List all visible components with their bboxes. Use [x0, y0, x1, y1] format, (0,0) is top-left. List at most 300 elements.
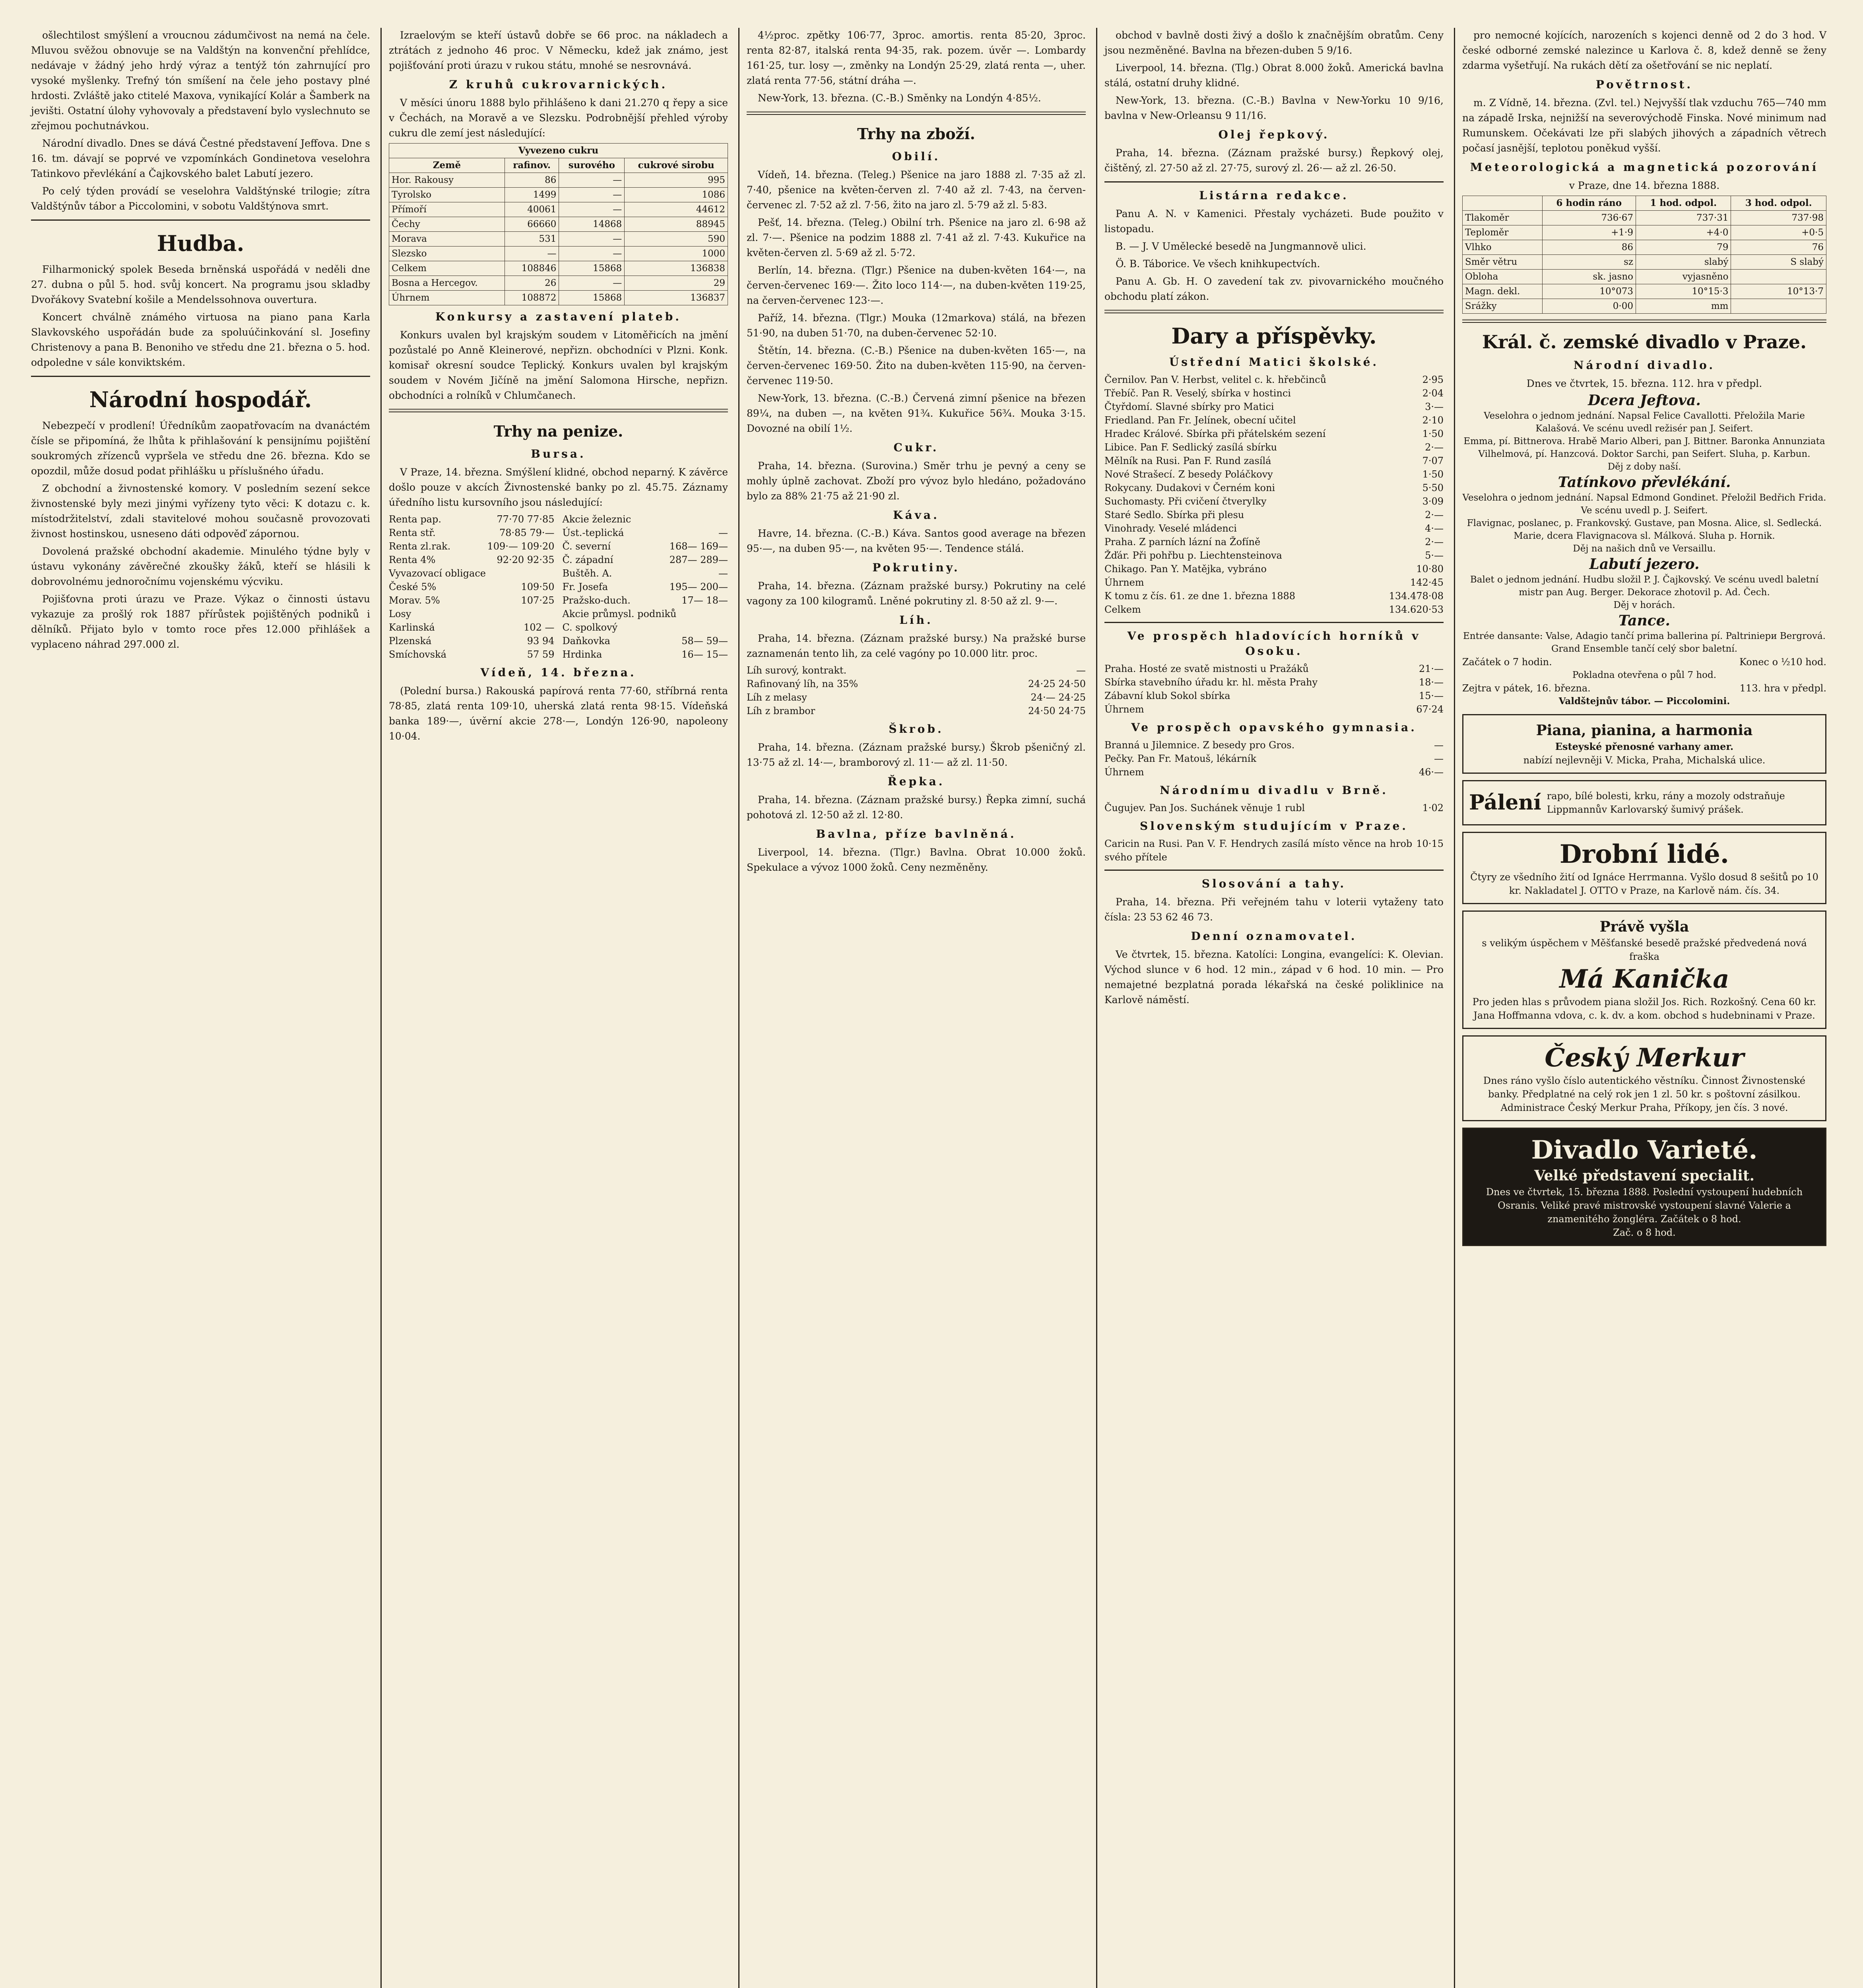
- play-title: Dcera Jeftova.: [1588, 392, 1701, 409]
- quote-value: 109·50: [521, 581, 555, 592]
- donation-label: Rokycany. Dudakovi v Černém koni: [1104, 482, 1275, 493]
- donation-amount: 3·09: [1422, 496, 1444, 507]
- donation-row: [1104, 400, 1444, 414]
- quote-value: 17— 18—: [681, 595, 728, 606]
- donation-amount: 10·15: [1416, 838, 1444, 849]
- section-title-trhy-zbozi: Trhy na zboží.: [857, 125, 975, 143]
- quotes-list-right: [563, 513, 728, 661]
- table-cell: 40061: [505, 202, 559, 217]
- play-description: Veselohra o jednom jednání. Napsal Edmond Gondinet. Přeložil Bedřich Frida. Ve scénu uvedl p. J. Seifert.: [1462, 493, 1826, 516]
- table-row: [1463, 299, 1826, 314]
- donation-amount: 2·04: [1422, 388, 1444, 399]
- hudba-item: Filharmonický spolek Beseda brněnská uspořádá v neděli dne 27. dubna o půl 5. hod. svůj koncert. Na programu jsou skladby Dvořákovy Svatební košile a Mendelssohnova ouvertura.: [31, 264, 370, 305]
- quote-value: 107·25: [521, 595, 555, 606]
- donation-label: Zábavní klub Sokol sbírka: [1104, 690, 1230, 701]
- table-cell: Směr větru: [1463, 255, 1543, 270]
- table-cell: 136837: [625, 291, 728, 305]
- table-cell: 737·31: [1636, 211, 1731, 225]
- quote-row: [747, 704, 1086, 718]
- table-cell: —: [559, 276, 625, 291]
- listarna-heading: Listárna redakce.: [1199, 189, 1349, 202]
- table-cell: 108872: [505, 291, 559, 305]
- sugar-export-table: [389, 143, 728, 305]
- lih-text: Praha, 14. března. (Záznam pražské bursy.) Na pražské burse zaznamenán tento lih, za celé vagóny po 10.000 litr. proc.: [747, 633, 1086, 659]
- quote-value: 57 59: [527, 649, 555, 660]
- table-row: [389, 202, 728, 217]
- quote-label: Karlinská: [389, 622, 435, 633]
- donation-amount: 15·—: [1419, 690, 1444, 701]
- konkurs-text: Konkurs uvalen byl krajským soudem v Litoměřicích na jmění pozůstalé po Anně Kleinerové, nepřizn. obchodníci v Plzni. Konk. komisař okresní soudce Teplický. Konkurs uvalen byl krajským soudem v Novém Jičíně na jmění Salomona Hirsche, nepřizn. obchodníci a rolníků v Chlumčanech.: [389, 329, 728, 401]
- quote-value: 195— 200—: [669, 581, 728, 592]
- donation-row: [1104, 689, 1444, 703]
- section-title-trhy-penize: Trhy na penize.: [493, 422, 623, 440]
- table-cell: Úhrnem: [389, 291, 505, 305]
- kava-text: Havre, 14. března. (C.-B.) Káva. Santos good average na březen 95·—, na duben 95·—, na květen 95·—. Tendence stálá.: [747, 528, 1086, 554]
- quote-label: Líh z brambor: [747, 705, 815, 716]
- table-cell: 995: [625, 173, 728, 188]
- ad-variete: [1462, 1128, 1826, 1246]
- lih-heading: Líh.: [899, 613, 933, 627]
- quote-row: [563, 513, 728, 526]
- hudba-item: Koncert chválně známého virtuosa na piano pana Karla Slavkovského uspořádán bude za spoluúčinkování sl. Josefiny Christenovy a pana B. Benoniho ve středu dne 21. března o 5. hod. odpoledne v sále konviktském.: [31, 311, 370, 368]
- table-cell: 1499: [505, 188, 559, 202]
- bursa-text: V Praze, 14. března. Smýšlení klidné, obchod neparný. K závěrce došlo pouze v akcích Živnostenské banky po zl. 45.75. Záznamy úředního listu kursovního jsou následující:: [389, 466, 728, 508]
- donation-amount: 2·95: [1422, 374, 1444, 385]
- table-cell: Slezsko: [389, 247, 505, 261]
- donation-amount: 142·45: [1410, 577, 1444, 588]
- table-cell: 88945: [625, 217, 728, 232]
- divider: [1104, 622, 1444, 623]
- donation-label: Pečky. Pan Fr. Matouš, lékárník: [1104, 753, 1256, 764]
- ad-text: rapo, bílé bolesti, krku, rány a mozoly odstraňuje Lippmannův Karlovarský šumivý prášek.: [1547, 790, 1785, 815]
- quote-label: Losy: [389, 608, 411, 619]
- quote-label: Rafinovaný líh, na 35%: [747, 678, 858, 689]
- quote-value: 24·50 24·75: [1028, 705, 1086, 716]
- donation-amount: —: [1434, 753, 1444, 764]
- donation-amount: 1·50: [1422, 469, 1444, 480]
- donation-amount: 134.478·08: [1389, 590, 1444, 602]
- donation-row: [1104, 386, 1444, 400]
- table-cell: 0·00: [1542, 299, 1636, 314]
- quote-row: [747, 677, 1086, 691]
- quote-row: [563, 580, 728, 594]
- quote-value: 78·85 79·—: [499, 527, 555, 538]
- donation-amount: 21·—: [1419, 663, 1444, 674]
- ad-pianos: [1462, 714, 1826, 774]
- quote-label: Pražsko-duch.: [562, 595, 631, 606]
- donation-amount: —: [1434, 740, 1444, 751]
- listarna-item: Panu A. N. v Kamenici. Přestaly vycházeti. Bude použito v listopadu.: [1104, 208, 1444, 235]
- table-cell: Tlakoměr: [1463, 211, 1543, 225]
- table-cell: 531: [505, 232, 559, 247]
- quote-row: [389, 540, 555, 553]
- donation-label: K tomu z čís. 61. ze dne 1. března 1888: [1104, 590, 1296, 602]
- ad-title: Český Merkur: [1545, 1043, 1744, 1073]
- play-title: Labutí jezero.: [1589, 556, 1700, 573]
- section-title-dary: Dary a příspěvky.: [1171, 323, 1377, 349]
- donation-row: [1104, 662, 1444, 676]
- table-cell: sk. jasno: [1542, 270, 1636, 284]
- table-header: rafinov.: [505, 158, 559, 173]
- donation-row: [1104, 454, 1444, 468]
- donation-row: [1104, 535, 1444, 549]
- quote-value: —: [718, 568, 728, 579]
- donation-row: [1104, 522, 1444, 535]
- obili-heading: Obilí.: [892, 150, 941, 163]
- performance-date: Dnes ve čtvrtek, 15. března. 112. hra v předpl.: [1526, 378, 1762, 389]
- quote-value: 168— 169—: [669, 541, 728, 552]
- table-row: [1463, 211, 1826, 225]
- table-header: Země: [389, 158, 505, 173]
- table-cell: 44612: [625, 202, 728, 217]
- listarna-item: Ö. B. Táborice. Ve všech knihkupectvích.: [1116, 258, 1320, 270]
- ad-text: Čtyry ze všedního žití od Ignáce Herrmanna. Vyšlo dosud 8 sešitů po 10 kr. Nakladatel J. OTTO v Praze, na Karlově nám. čís. 34.: [1470, 872, 1818, 896]
- quote-label: Vyvazovací obligace: [389, 568, 486, 579]
- donation-amount: 2·—: [1425, 509, 1444, 520]
- hospodar-item: Pojišťovna proti úrazu ve Praze. Výkaz o činnosti ústavu vykazuje za prošlý rok 1887 přírůstek pojištěných podniků i dělníků. Přijato bylo v tomto roce přes 12.000 přihlášek a vyplaceno náhrad 297.000 zl.: [31, 593, 370, 650]
- donation-row: [1104, 576, 1444, 589]
- gymnasium-heading: Ve prospěch opavského gymnasia.: [1131, 721, 1417, 734]
- donation-label: Čtyřdomí. Slavné sbírky pro Matici: [1104, 401, 1274, 412]
- povetrnost-heading: Povětrnost.: [1595, 78, 1693, 91]
- table-cell: [1731, 270, 1826, 284]
- ad-title: Pálení: [1469, 790, 1541, 815]
- quote-label: Akcie železnic: [562, 514, 631, 525]
- donation-label: Žďár. Při pohřbu p. Liechtensteinova: [1104, 550, 1282, 561]
- obili-item: Berlín, 14. března. (Tlgr.) Pšenice na duben-květen 164·—, na červen-červenec 169·—. Žito loco 114·—, na duben-květen 119·25, na červen-červenec 123·—.: [747, 264, 1086, 306]
- quote-row: [389, 553, 555, 567]
- lih-price-list: [747, 664, 1086, 718]
- listarna-item: B. — J. V Umělecké besedě na Jungmannově ulici.: [1116, 241, 1366, 252]
- bursa-heading: Bursa.: [531, 447, 586, 460]
- cotton-text: obchod v bavlně dosti živý a došlo k značnějším obratům. Ceny jsou nezměněné. Bavlna na březen-duben 5 9/16.: [1104, 29, 1444, 56]
- obili-item: Pešť, 14. března. (Teleg.) Obilní trh. Pšenice na jaro zl. 6·98 až zl. 7·—. Pšenice na podzim 1888 zl. 7·41 až zl. 7·43. Kukuřice na květen-červen zl. 5·69 až zl. 5·72.: [747, 217, 1086, 258]
- donation-amount: 1·02: [1422, 802, 1444, 813]
- table-header-row: [1463, 196, 1826, 211]
- table-row: [1463, 225, 1826, 240]
- viden-heading: Vídeň, 14. března.: [480, 666, 637, 679]
- tomorrow-number: 113. hra v předpl.: [1739, 683, 1826, 694]
- donation-label: Staré Sedlo. Sbírka při plesu: [1104, 509, 1244, 520]
- quote-row: [563, 526, 728, 540]
- table-cell: Srážky: [1463, 299, 1543, 314]
- donation-label: Černilov. Pan V. Herbst, velitel c. k. hřebčinců: [1104, 374, 1327, 385]
- table-cell: S slabý: [1731, 255, 1826, 270]
- pokrutiny-heading: Pokrutiny.: [872, 561, 960, 574]
- quote-value: —: [1076, 665, 1086, 676]
- quote-label: Smíchovská: [389, 649, 446, 660]
- table-cell: vyjasněno: [1636, 270, 1731, 284]
- cukr-heading: Z kruhů cukrovarnických.: [449, 78, 668, 91]
- table-cell: —: [559, 202, 625, 217]
- cukr-text: Praha, 14. března. (Surovina.) Směr trhu je pevný a ceny se mohly úplně zachovat. Zboží pro vývoz bylo hledáno, požadováno bylo za 88% 21·75 až 21·90 zl.: [747, 460, 1086, 502]
- ad-paleni: [1462, 780, 1826, 825]
- quote-value: 109·— 109·20: [487, 541, 555, 552]
- quote-label: České 5%: [389, 581, 437, 592]
- oznamovatel-text: Ve čtvrtek, 15. března. Katolíci: Longina, evangelíci: K. Olevian. Východ slunce v 6 hod. 12 min., západ v 6 hod. 10 min. — Pro nemajetné bezplatná porada lékařská na české poliklinice na Karlově náměstí.: [1104, 949, 1444, 1006]
- newyork-cotton: New-York, 13. března. (C.-B.) Bavlna v New-Yorku 10 9/16, bavlna v New-Orleansu 9 11/16.: [1104, 95, 1444, 121]
- quote-value: 16— 15—: [681, 649, 728, 660]
- quote-value: 24·— 24·25: [1030, 692, 1086, 703]
- quote-value: —: [718, 527, 728, 538]
- table-cell: 86: [505, 173, 559, 188]
- showtime: [1462, 655, 1826, 669]
- donation-amount: 2·10: [1422, 415, 1444, 426]
- meteo-table: [1462, 196, 1826, 314]
- table-row: [1463, 240, 1826, 255]
- quote-label: Líh surový, kontrakt.: [747, 665, 847, 676]
- table-cell: mm: [1636, 299, 1731, 314]
- listarna-item: Panu A. Gb. H. O zavedení tak zv. pivovarnického moučného obchodu platí zákon.: [1104, 276, 1444, 302]
- losovani-heading: Slosování a tahy.: [1201, 877, 1347, 890]
- donation-amount: 10·80: [1416, 563, 1444, 575]
- theatre-note: Národní divadlo. Dnes se dává Čestné představení Jeffova. Dne s 16. tm. dávají se poprvé ve vzpomínkách Gondinetova veselohra Tatinkovo převlékání a Čajkovského balet Labutí jezero.: [31, 138, 370, 179]
- hospodar-item: Z obchodní a živnostenské komory. V posledním sezení sekce živnostenské byly mezi jinými vyřízeny tyto věci: K dotazu c. k. místodržitelství, zdali stavitelové mohou současně provozovati živnost hostinskou, usneseno dáti odpověď zápornou.: [31, 483, 370, 540]
- repka-text: Praha, 14. března. (Záznam pražské bursy.) Řepka zimní, suchá pohotová zl. 12·50 až zl. 12·80.: [747, 794, 1086, 821]
- table-row: [389, 276, 728, 291]
- table-cell: slabý: [1636, 255, 1731, 270]
- quote-label: Č. severní: [562, 541, 611, 552]
- donation-list: [1104, 662, 1444, 716]
- table-body: [389, 173, 728, 305]
- table-header: 1 hod. odpol.: [1636, 196, 1731, 211]
- quote-row: [563, 648, 728, 661]
- table-cell: —: [505, 247, 559, 261]
- quote-row: [389, 594, 555, 607]
- table-cell: Bosna a Hercegov.: [389, 276, 505, 291]
- quote-value: 24·25 24·50: [1028, 678, 1086, 689]
- table-cell: 737·98: [1731, 211, 1826, 225]
- quote-row: [563, 607, 728, 621]
- table-cell: Celkem: [389, 261, 505, 276]
- quote-value: 77·70 77·85: [497, 514, 555, 525]
- donation-label: Libice. Pan F. Sedlický zasílá sbírku: [1104, 442, 1277, 453]
- donation-list: [1104, 837, 1444, 864]
- donation-amount: 2·—: [1425, 442, 1444, 453]
- liverpool-text: Liverpool, 14. března. (Tlg.) Obrat 8.000 žoků. Americká bavlna stálá, ostatní druhy klidné.: [1104, 62, 1444, 89]
- table-cell: —: [559, 247, 625, 261]
- table-cell: —: [559, 188, 625, 202]
- quote-value: 102 —: [524, 622, 555, 633]
- donation-amount: 7·07: [1422, 455, 1444, 466]
- column-5: [1455, 28, 1837, 1988]
- obili-item: Paříž, 14. března. (Tlgr.) Mouka (12markova) stálá, na březen 51·90, na duben 51·70, na duben-červenec 52·10.: [747, 312, 1086, 339]
- table-row: [1463, 284, 1826, 299]
- quote-row: [563, 634, 728, 648]
- konkurs-heading: Konkursy a zastavení plateb.: [435, 310, 682, 323]
- quote-value: 92·20 92·35: [497, 554, 555, 565]
- bavlna-heading: Bavlna, příze bavlněná.: [816, 827, 1017, 841]
- table-cell: 1000: [625, 247, 728, 261]
- donation-label: Sbírka stavebního úřadu kr. hl. města Prahy: [1104, 677, 1318, 688]
- ad-text: Pro jeden hlas s průvodem piana složil Jos. Rich. Rozkošný. Cena 60 kr. Jana Hoffmanna vdova, c. k. dv. a kom. obchod s hudebninami v Praze.: [1472, 996, 1816, 1021]
- ad-title: Divadlo Varieté.: [1531, 1135, 1758, 1165]
- table-cell: [1731, 299, 1826, 314]
- divider: [1104, 870, 1444, 871]
- table-row: [389, 291, 728, 305]
- donation-label: Úhrnem: [1104, 704, 1144, 715]
- obili-item: Vídeň, 14. března. (Teleg.) Pšenice na jaro 1888 zl. 7·35 až zl. 7·40, pšenice na květen-červen zl. 7·40 až zl. 7·43, na červen-červenec zl. 7·52 až zl. 7·56, žito na jaro zl. 5·79 až zl. 5·83.: [747, 169, 1086, 211]
- quote-label: Hrdinka: [562, 649, 602, 660]
- table-cell: Morava: [389, 232, 505, 247]
- divider: [747, 111, 1086, 115]
- ad-cesky-merkur: [1462, 1035, 1826, 1121]
- section-title-hospodar: Národní hospodář.: [89, 387, 312, 412]
- quote-label: Renta stř.: [389, 527, 436, 538]
- quotes-list-left: [389, 513, 555, 661]
- table-header: surového: [559, 158, 625, 173]
- donation-row: [1104, 373, 1444, 386]
- donation-label: Chikago. Pan Y. Matějka, vybráno: [1104, 563, 1267, 575]
- donation-label: Suchomasty. Při cvičení čtverylky: [1104, 496, 1267, 507]
- divider: [389, 409, 728, 412]
- donation-label: Friedland. Pan Fr. Jelínek, obecní učitel: [1104, 415, 1296, 426]
- table-cell: Obloha: [1463, 270, 1543, 284]
- donation-amount: 3·—: [1425, 401, 1444, 412]
- olej-text: Praha, 14. března. (Záznam pražské bursy.) Řepkový olej, čištěný, zl. 27·50 až zl. 27·75, surový zl. 26·— až zl. 26·50.: [1104, 147, 1444, 174]
- ad-title: Drobní lidé.: [1559, 839, 1729, 869]
- quote-row: [389, 634, 555, 648]
- theatre-review-text: ošlechtilost smýšlení a vroucnou zádumčivost na nemá na čele. Mluvou svěžou obnovuje se na Valdštýn na konvenční přehlídce, nedávaje v žádný jeho hrdý výraz a tentýž tón zahrnující pro vysoké myšlenky. Trefný tón smíšení na čele jeho postavy plné hrdosti. Zvláště jako ctitelé Maxova, vynikající Kolár a Šamberk na jevišti. Ostatní úlohy vyhovovaly a představení bylo vyslechnuto se zřejmou pochutnávkou.: [31, 29, 370, 132]
- donation-row: [1104, 441, 1444, 454]
- table-cell: Teploměr: [1463, 225, 1543, 240]
- donation-row: [1104, 508, 1444, 522]
- table-cell: —: [559, 173, 625, 188]
- table-body: [1463, 211, 1826, 314]
- quote-row: [389, 526, 555, 540]
- play-cast: Emma, pí. Bittnerova. Hrabě Mario Alberi, pan J. Bittner. Baronka Annunziata Vilhelmová, pí. Hanzcová. Doktor Sarchi, pan Seifert. Sluha, p. Karbun.: [1463, 436, 1825, 459]
- divider: [1462, 319, 1826, 323]
- quote-row: [389, 607, 555, 621]
- donation-row: [1104, 549, 1444, 562]
- start-time: Začátek o 7 hodin.: [1462, 656, 1552, 668]
- table-row: [389, 217, 728, 232]
- quote-label: Líh z melasy: [747, 692, 807, 703]
- donation-amount: 46·—: [1419, 767, 1444, 778]
- quote-value: 58— 59—: [681, 635, 728, 646]
- clinic-text: pro nemocné kojících, narozeních s kojenci denně od 2 do 3 hod. V české odborné zemské nalezince u Karlova č. 8, kdež denně se ženy zdarma vyšetřují. Na rukách dětí za ošetřování se nic neplatí.: [1462, 29, 1826, 71]
- table-cell: Magn. dekl.: [1463, 284, 1543, 299]
- povetrnost-text: m. Z Vídně, 14. března. (Zvl. tel.) Nejvyšší tlak vzduchu 765—740 mm na západě Irska, nejnižší na severovýchodě Finska. Nové minimum nad Rumunskem. Očekávati lze při slabých jihových a západních větrech počasí jasnější, teplotou poněkud vyšší.: [1462, 97, 1826, 154]
- quote-row: [747, 691, 1086, 704]
- table-cell: Vlhko: [1463, 240, 1543, 255]
- donation-amount: 134.620·53: [1389, 604, 1444, 615]
- donation-amount: 5·—: [1425, 550, 1444, 561]
- ad-text: Dnes ráno vyšlo číslo autentického věstníku. Činnost Živnostenské banky. Předplatné na celý rok jen 1 zl. 50 kr. s poštovní zásilkou. Administrace Český Merkur Praha, Příkopy, jen čís. 3 nové.: [1483, 1075, 1806, 1113]
- table-cell: Čechy: [389, 217, 505, 232]
- table-cell: 76: [1731, 240, 1826, 255]
- play-description: Balet o jednom jednání. Hudbu složil P. J. Čajkovský. Ve scénu uvedl baletní mistr pan Aug. Berger. Dekorace zhotovil p. Ad. Čech.: [1470, 575, 1819, 598]
- quote-row: [747, 664, 1086, 677]
- donation-row: [1104, 481, 1444, 495]
- donation-list: [1104, 373, 1444, 589]
- donation-amount: 2·—: [1425, 536, 1444, 547]
- meteo-place: v Praze, dne 14. března 1888.: [1569, 180, 1720, 191]
- table-cell: Hor. Rakousy: [389, 173, 505, 188]
- table-cell: 66660: [505, 217, 559, 232]
- donation-row: [1104, 495, 1444, 508]
- ad-footer: Zač. o 8 hod.: [1613, 1227, 1676, 1238]
- donation-label: Nové Strašecí. Z besedy Poláčkovy: [1104, 469, 1273, 480]
- donation-row: [1104, 752, 1444, 765]
- quote-label: C. spolkový: [562, 622, 618, 633]
- ad-drobni-lide: [1462, 832, 1826, 904]
- table-header: [1463, 196, 1543, 211]
- quote-row: [563, 567, 728, 580]
- ad-ma-kanicka: [1462, 911, 1826, 1029]
- quote-row: [389, 567, 555, 580]
- quote-row: [563, 540, 728, 553]
- hospodar-item: Nebezpečí v prodlení! Úředníkům zaopatřovacím na dvanáctém čísle se připomíná, že lhůta k přihlašování k pensijnímu pojištění soukromých zřízenců vypršela ve středu dne 26. března. Kdo se opozdil, může dosud podat přihlášku u příslušného úřadu.: [31, 420, 370, 477]
- donation-amount: 18·—: [1419, 677, 1444, 688]
- repka-heading: Řepka.: [887, 775, 945, 788]
- donation-label: Třebíč. Pan R. Veselý, sbírka v hostinci: [1104, 388, 1291, 399]
- insurance-text: Izraelovým se kteří ústavů dobře se 66 proc. na nákladech a ztrátách z jednoho 46 proc. V Německu, kdež jak známo, jest pojišťování proti úrazu v rukou státu, mnohé se nesrovnává.: [389, 29, 728, 71]
- obili-item: New-York, 13. března. (C.-B.) Červená zimní pšenice na březen 89¼, na duben —, na květen 91¾. Kukuřice 56¾. Mouka 3·15. Dovozné na obilí 1½.: [747, 392, 1086, 434]
- table-header: cukrové sirobu: [625, 158, 728, 173]
- studium-heading: Slovenským studujícím v Praze.: [1139, 819, 1409, 833]
- cukr-text: V měsíci únoru 1888 bylo přihlášeno k dani 21.270 q řepy a sice v Čechách, na Moravě a ve Slezsku. Podrobnější přehled výroby cukru dle zemí jest následující:: [389, 97, 728, 139]
- divider: [1104, 181, 1444, 182]
- box-office: Pokladna otevřena o půl 7 hod.: [1572, 670, 1717, 680]
- play-setting: Děj z doby naší.: [1607, 462, 1681, 472]
- table-cell: +4·0: [1636, 225, 1731, 240]
- narodni-divadlo: Národní divadlo.: [1573, 359, 1716, 372]
- donation-label: Vinohrady. Veselé mládenci: [1104, 523, 1237, 534]
- ad-subtitle: Velké představení specialit.: [1534, 1167, 1754, 1184]
- donation-amount: 4·—: [1425, 523, 1444, 534]
- table-cell: 590: [625, 232, 728, 247]
- donation-label: Mělník na Rusi. Pan F. Rund zasílá: [1104, 455, 1271, 466]
- hospodar-item: Dovolená pražské obchodní akademie. Minulého týdne byly v ústavu vykonány závěrečné zkoušky žáků, kteří se hlásili k dobrovolnému jednoročnímu vojenskému výcviku.: [31, 546, 370, 587]
- theatre-note: Po celý týden provádí se veselohra Valdštýnské trilogie; zítra Valdštýnův tábor a Piccolomini, v sobotu Valdštýnova smrt.: [31, 185, 370, 212]
- oznamovatel-heading: Denní oznamovatel.: [1191, 930, 1357, 943]
- tomorrow-play: Valdštejnův tábor. — Piccolomini.: [1558, 696, 1730, 707]
- quote-value: 287— 289—: [669, 554, 728, 565]
- ad-text: Dnes ve čtvrtek, 15. března 1888. Poslední vystoupení hudebních Osranis. Veliké pravé mistrovské vystoupení slavné Valerie a znamenitého žongléra. Začátek o 8 hod.: [1486, 1186, 1803, 1225]
- donation-row: [1104, 562, 1444, 576]
- table-row: [389, 232, 728, 247]
- donation-row: [1104, 801, 1444, 815]
- viden-text: (Polední bursa.) Rakouská papírová renta 77·60, stříbrná renta 78·85, zlatá renta 109·10, uherská zlatá renta 98·15. Vídeňská banka 189·—, úvěrní akcie 278·—, Londýn 126·90, napoleony 10·04.: [389, 685, 728, 742]
- donation-total: [1104, 603, 1444, 616]
- quote-label: Renta 4%: [389, 554, 436, 565]
- quote-row: [563, 621, 728, 634]
- table-cell: 26: [505, 276, 559, 291]
- play-title: Tatínkovo převlékání.: [1558, 474, 1731, 491]
- kava-heading: Káva.: [893, 509, 939, 522]
- divider: [31, 219, 370, 221]
- table-cell: +0·5: [1731, 225, 1826, 240]
- quote-row: [389, 648, 555, 661]
- ad-title: Piana, pianina, a harmonia: [1536, 722, 1753, 739]
- divider: [1104, 310, 1444, 313]
- table-row: [1463, 255, 1826, 270]
- play-description: Veselohra o jednom jednání. Napsal Felice Cavallotti. Přeložila Marie Kalašová. Ve scénu uvedl režisér pan J. Seifert.: [1484, 411, 1805, 434]
- quote-row: [389, 513, 555, 526]
- donation-amount: 67·24: [1416, 704, 1444, 715]
- quote-label: Buštěh. A.: [562, 568, 612, 579]
- dance-text: Entrée dansante: Valse, Adagio tančí prima ballerina pí. Paltriniери Bergrová. Grand Ensemble tančí celý sbor baletní.: [1463, 631, 1826, 654]
- table-cell: 29: [625, 276, 728, 291]
- donation-amount: 1·50: [1422, 428, 1444, 439]
- newyork-quotes: New-York, 13. března. (C.-B.) Směnky na Londýn 4·85½.: [758, 92, 1041, 104]
- donation-row: [1104, 765, 1444, 779]
- donation-row: [1104, 427, 1444, 441]
- donation-label: Praha. Hosté ze svatě mistnosti u Pražáků: [1104, 663, 1309, 674]
- donation-label: Celkem: [1104, 604, 1141, 615]
- matice-heading: Ústřední Matici školské.: [1169, 355, 1379, 369]
